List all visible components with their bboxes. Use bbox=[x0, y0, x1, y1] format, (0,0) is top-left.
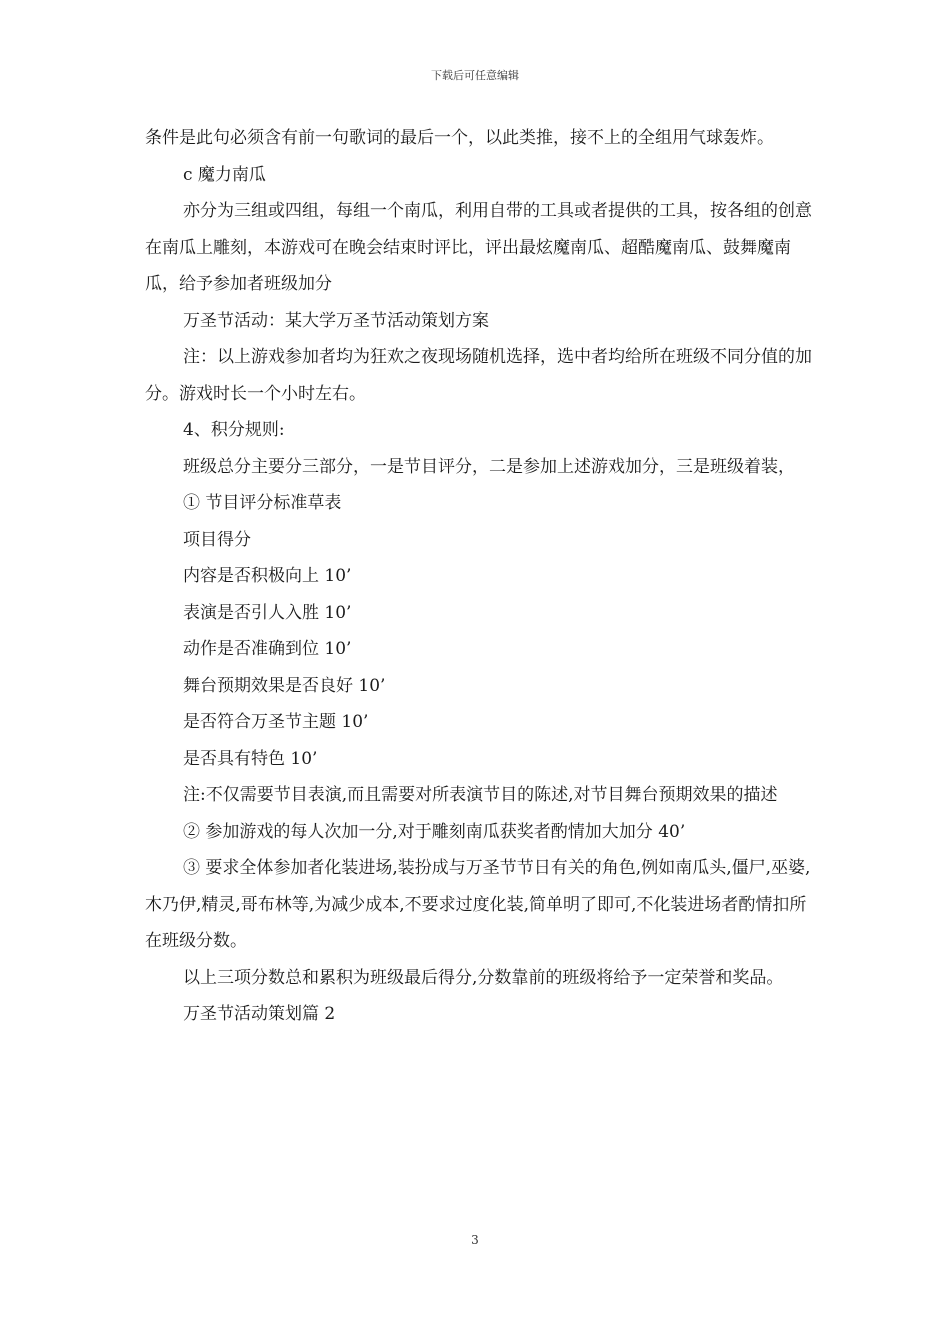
list-item: 是否符合万圣节主题 10’ bbox=[183, 712, 369, 732]
list-item: 项目得分 bbox=[183, 529, 251, 550]
paragraph: 注：以上游戏参加者均为狂欢之夜现场随机选择，选中者均给所在班级不同分值的加分。游戏时长一个小时左右。 bbox=[145, 347, 812, 404]
page-header: 下载后可任意编辑 bbox=[431, 69, 519, 82]
list-item: ③ 要求全体参加者化装进场,装扮成与万圣节节日有关的角色,例如南瓜头,僵尸,巫婆,木乃伊,精灵,哥布林等,为减少成本,不要求过度化装,简单明了即可,不化装进场者酌情扣所在班级分数。 bbox=[145, 858, 811, 951]
paragraph: 条件是此句必须含有前一句歌词的最后一个，以此类推，接不上的全组用气球轰炸。 bbox=[145, 128, 774, 148]
list-item: 是否具有特色 10’ bbox=[183, 748, 318, 769]
page-number: 3 bbox=[471, 1233, 479, 1247]
list-item: 动作是否准确到位 10’ bbox=[183, 639, 352, 659]
paragraph: c 魔力南瓜 bbox=[183, 164, 266, 185]
paragraph: 班级总分主要分三部分，一是节目评分，二是参加上述游戏加分，三是班级着装， bbox=[183, 456, 795, 477]
section-heading: 4、积分规则: bbox=[183, 420, 285, 440]
paragraph: 亦分为三组或四组，每组一个南瓜，利用自带的工具或者提供的工具，按各组的创意在南瓜上雕刻，本游戏可在晚会结束时评比，评出最炫魔南瓜、超酷魔南瓜、鼓舞魔南瓜，给予参加者班级加分 bbox=[145, 201, 812, 294]
list-item: ② 参加游戏的每人次加一分,对于雕刻南瓜获奖者酌情加大加分 40’ bbox=[183, 821, 686, 842]
paragraph: 万圣节活动：某大学万圣节活动策划方案 bbox=[183, 310, 489, 331]
paragraph: 注:不仅需要节目表演,而且需要对所表演节目的陈述,对节目舞台预期效果的描述 bbox=[183, 785, 778, 805]
list-item: 表演是否引人入胜 10’ bbox=[183, 602, 352, 623]
section-heading: 万圣节活动策划篇 2 bbox=[183, 1004, 336, 1024]
list-item: ① 节目评分标准草表 bbox=[183, 493, 342, 513]
document-body bbox=[145, 120, 813, 1033]
list-item: 内容是否积极向上 10’ bbox=[183, 566, 352, 586]
paragraph: 以上三项分数总和累积为班级最后得分,分数靠前的班级将给予一定荣誉和奖品。 bbox=[183, 967, 784, 988]
list-item: 舞台预期效果是否良好 10’ bbox=[183, 675, 386, 696]
